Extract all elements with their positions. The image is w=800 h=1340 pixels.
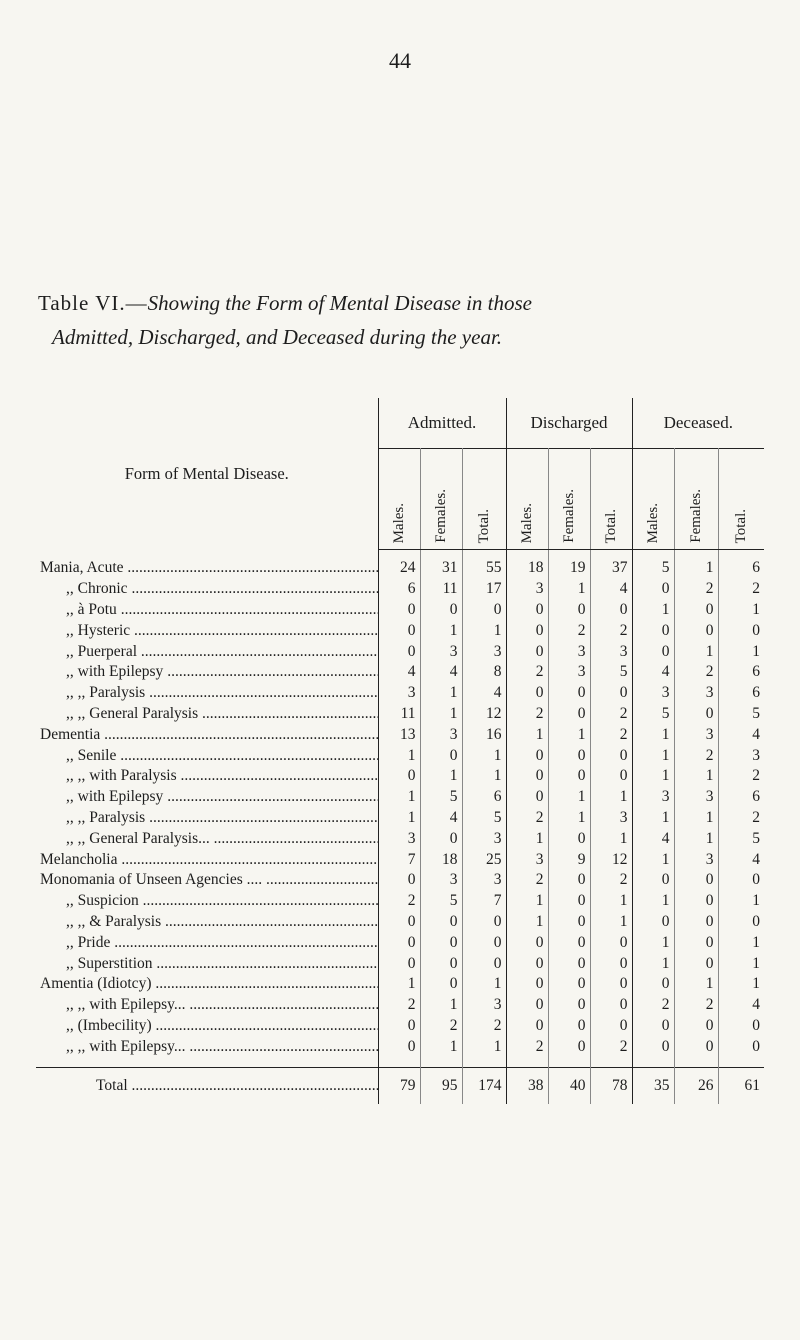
value-cell: 0 [506, 745, 548, 766]
subheader-males: Males. [506, 449, 548, 550]
row-label: ,, ,, Paralysis ..... [36, 683, 378, 704]
row-label: Mania, Acute ..... [36, 550, 378, 579]
value-cell: 17 [462, 579, 506, 600]
total-cell: 79 [378, 1068, 420, 1105]
value-cell: 8 [462, 662, 506, 683]
value-cell: 0 [420, 932, 462, 953]
value-cell: 3 [632, 787, 674, 808]
value-cell: 1 [674, 766, 718, 787]
row-label: ,, ,, General Paralysis... ..... [36, 828, 378, 849]
value-cell: 1 [420, 704, 462, 725]
value-cell: 0 [590, 932, 632, 953]
value-cell: 6 [752, 684, 761, 702]
table-row [36, 787, 764, 808]
table-row [36, 641, 764, 662]
value-cell: 0 [462, 953, 506, 974]
table-row [36, 891, 764, 912]
value-cell: 3 [462, 641, 506, 662]
value-cell: 4 [752, 850, 761, 868]
value-cell: 55 [462, 550, 506, 579]
row-label: ,, à Potu ..... [36, 600, 378, 621]
value-cell: 2 [752, 808, 761, 826]
value-cell: 6 [752, 788, 761, 806]
value-cell: 0 [462, 912, 506, 933]
value-cell: 0 [506, 787, 548, 808]
value-cell: 0 [378, 932, 420, 953]
value-cell: 1 [590, 828, 632, 849]
value-cell: 1 [674, 550, 718, 579]
value-cell: 3 [674, 787, 718, 808]
table-row [36, 953, 764, 974]
value-cell: 2 [590, 620, 632, 641]
value-cell: 5 [752, 704, 761, 722]
value-cell: 1 [632, 808, 674, 829]
value-cell: 1 [506, 724, 548, 745]
row-label: ,, ,, Paralysis ..... [36, 808, 378, 829]
value-cell: 1 [420, 1036, 462, 1067]
value-cell: 1 [548, 787, 590, 808]
table-row [36, 912, 764, 933]
value-cell: 0 [674, 953, 718, 974]
row-label: ,, with Epilepsy ..... [36, 787, 378, 808]
value-cell: 2 [632, 995, 674, 1016]
value-cell: 0 [674, 1036, 718, 1067]
total-label: Total ..... [36, 1068, 378, 1105]
value-cell: 0 [548, 870, 590, 891]
value-cell: 0 [590, 766, 632, 787]
total-cell: 26 [674, 1068, 718, 1105]
value-cell: 0 [674, 620, 718, 641]
value-cell: 0 [548, 932, 590, 953]
table-row [36, 828, 764, 849]
value-cell: 3 [420, 870, 462, 891]
value-cell: 1 [420, 766, 462, 787]
value-cell: 3 [462, 828, 506, 849]
value-cell: 0 [420, 974, 462, 995]
value-cell: 0 [378, 953, 420, 974]
value-cell: 1 [632, 745, 674, 766]
value-cell: 6 [752, 559, 761, 577]
value-cell: 4 [378, 662, 420, 683]
title-line-2: Admitted, Discharged, and Deceased during the year. [52, 325, 503, 349]
value-cell: 5 [590, 662, 632, 683]
table-row [36, 600, 764, 621]
total-cell: 95 [420, 1068, 462, 1105]
title-line-1: Showing the Form of Mental Disease in those [147, 291, 533, 315]
value-cell: 3 [420, 724, 462, 745]
table-row [36, 704, 764, 725]
value-cell: 18 [420, 849, 462, 870]
value-cell: 0 [378, 912, 420, 933]
value-cell: 1 [462, 620, 506, 641]
group-deceased: Deceased. [663, 413, 733, 432]
subheader-females: Females. [674, 449, 718, 550]
value-cell: 0 [378, 870, 420, 891]
value-cell: 1 [420, 995, 462, 1016]
value-cell: 0 [378, 766, 420, 787]
value-cell: 0 [548, 891, 590, 912]
value-cell: 18 [506, 550, 548, 579]
value-cell: 2 [506, 808, 548, 829]
value-cell: 0 [674, 704, 718, 725]
value-cell: 5 [420, 787, 462, 808]
table-row [36, 724, 764, 745]
value-cell: 24 [378, 550, 420, 579]
value-cell: 1 [590, 912, 632, 933]
value-cell: 37 [590, 550, 632, 579]
value-cell: 3 [506, 849, 548, 870]
value-cell: 1 [462, 974, 506, 995]
value-cell: 0 [590, 600, 632, 621]
value-cell: 0 [548, 995, 590, 1016]
value-cell: 1 [506, 912, 548, 933]
value-cell: 1 [674, 974, 718, 995]
table-row [36, 579, 764, 600]
value-cell: 0 [590, 1016, 632, 1037]
value-cell: 5 [462, 808, 506, 829]
table-row [36, 620, 764, 641]
value-cell: 0 [420, 912, 462, 933]
value-cell: 1 [632, 849, 674, 870]
value-cell: 0 [420, 953, 462, 974]
group-admitted: Admitted. [378, 398, 506, 449]
value-cell: 0 [420, 600, 462, 621]
row-label: ,, ,, with Epilepsy... ..... [36, 1036, 378, 1067]
value-cell: 11 [378, 704, 420, 725]
row-label: ,, Pride ..... [36, 932, 378, 953]
total-cell: 40 [548, 1068, 590, 1105]
value-cell: 1 [420, 620, 462, 641]
value-cell: 3 [548, 662, 590, 683]
table-row [36, 808, 764, 829]
value-cell: 0 [548, 683, 590, 704]
value-cell: 12 [590, 849, 632, 870]
value-cell: 31 [420, 550, 462, 579]
value-cell: 2 [752, 580, 761, 598]
row-label: ,, Senile ..... [36, 745, 378, 766]
value-cell: 2 [674, 745, 718, 766]
value-cell: 4 [632, 828, 674, 849]
value-cell: 2 [378, 995, 420, 1016]
value-cell: 3 [506, 579, 548, 600]
table-row [36, 974, 764, 995]
value-cell: 0 [632, 974, 674, 995]
value-cell: 0 [548, 912, 590, 933]
value-cell: 0 [548, 828, 590, 849]
value-cell: 0 [632, 579, 674, 600]
value-cell: 2 [674, 995, 718, 1016]
value-cell: 13 [378, 724, 420, 745]
value-cell: 4 [420, 808, 462, 829]
value-cell: 0 [632, 1036, 674, 1067]
table-row [36, 745, 764, 766]
value-cell: 0 [378, 1036, 420, 1067]
value-cell: 3 [632, 683, 674, 704]
value-cell: 0 [548, 704, 590, 725]
row-label: Monomania of Unseen Agencies .... ..... [36, 870, 378, 891]
value-cell: 4 [752, 996, 761, 1014]
table-row [36, 849, 764, 870]
value-cell: 0 [506, 995, 548, 1016]
value-cell: 0 [674, 891, 718, 912]
row-label: ,, Superstition ..... [36, 953, 378, 974]
value-cell: 1 [378, 974, 420, 995]
value-cell: 1 [752, 933, 761, 951]
value-cell: 2 [462, 1016, 506, 1037]
value-cell: 1 [752, 600, 761, 618]
subheader-females: Females. [548, 449, 590, 550]
value-cell: 0 [590, 953, 632, 974]
value-cell: 1 [462, 745, 506, 766]
value-cell: 4 [752, 725, 761, 743]
table-row [36, 662, 764, 683]
total-cell: 35 [632, 1068, 674, 1105]
table-row [36, 995, 764, 1016]
value-cell: 2 [506, 1036, 548, 1067]
row-label: Amentia (Idiotcy) ..... [36, 974, 378, 995]
row-label: ,, (Imbecility) ..... [36, 1016, 378, 1037]
value-cell: 0 [590, 995, 632, 1016]
value-cell: 25 [462, 849, 506, 870]
value-cell: 1 [420, 683, 462, 704]
value-cell: 0 [752, 621, 761, 639]
value-cell: 0 [506, 641, 548, 662]
value-cell: 2 [506, 704, 548, 725]
value-cell: 0 [506, 974, 548, 995]
table-title [38, 286, 778, 354]
value-cell: 0 [632, 620, 674, 641]
total-cell: 38 [506, 1068, 548, 1105]
value-cell: 0 [590, 745, 632, 766]
page-number: 44 [389, 48, 411, 73]
row-label: ,, ,, with Paralysis ..... [36, 766, 378, 787]
value-cell: 0 [420, 745, 462, 766]
total-cell: 61 [718, 1068, 764, 1105]
value-cell: 1 [462, 766, 506, 787]
value-cell: 0 [674, 870, 718, 891]
value-cell: 1 [632, 891, 674, 912]
value-cell: 0 [506, 1016, 548, 1037]
table-row [36, 870, 764, 891]
table-body [36, 550, 764, 1068]
value-cell: 5 [632, 704, 674, 725]
value-cell: 1 [674, 641, 718, 662]
row-label: Melancholia ..... [36, 849, 378, 870]
value-cell: 3 [590, 808, 632, 829]
title-prefix: Table VI.— [38, 291, 148, 315]
value-cell: 2 [506, 662, 548, 683]
value-cell: 0 [752, 871, 761, 889]
value-cell: 2 [548, 620, 590, 641]
value-cell: 1 [752, 642, 761, 660]
value-cell: 6 [752, 663, 761, 681]
value-cell: 0 [632, 912, 674, 933]
value-cell: 0 [590, 683, 632, 704]
value-cell: 3 [378, 683, 420, 704]
row-label: ,, ,, General Paralysis ..... [36, 704, 378, 725]
value-cell: 1 [752, 954, 761, 972]
value-cell: 0 [752, 1037, 761, 1055]
value-cell: 0 [548, 600, 590, 621]
value-cell: 2 [590, 724, 632, 745]
value-cell: 3 [674, 724, 718, 745]
value-cell: 2 [590, 704, 632, 725]
value-cell: 9 [548, 849, 590, 870]
value-cell: 1 [548, 579, 590, 600]
value-cell: 0 [420, 828, 462, 849]
value-cell: 0 [462, 600, 506, 621]
value-cell: 0 [752, 912, 761, 930]
value-cell: 0 [462, 932, 506, 953]
row-label: ,, ,, & Paralysis ..... [36, 912, 378, 933]
value-cell: 0 [506, 766, 548, 787]
value-cell: 12 [462, 704, 506, 725]
row-label: ,, Chronic ..... [36, 579, 378, 600]
value-cell: 1 [462, 1036, 506, 1067]
value-cell: 19 [548, 550, 590, 579]
value-cell: 0 [632, 870, 674, 891]
subheader-total: Total. [462, 449, 506, 550]
value-cell: 1 [752, 892, 761, 910]
value-cell: 11 [420, 579, 462, 600]
value-cell: 0 [506, 600, 548, 621]
value-cell: 1 [590, 891, 632, 912]
value-cell: 0 [548, 1036, 590, 1067]
value-cell: 7 [378, 849, 420, 870]
value-cell: 4 [590, 579, 632, 600]
value-cell: 2 [752, 767, 761, 785]
form-header: Form of Mental Disease. [36, 398, 378, 550]
value-cell: 3 [590, 641, 632, 662]
row-label: ,, ,, with Epilepsy... ..... [36, 995, 378, 1016]
subheader-males: Males. [378, 449, 420, 550]
value-cell: 1 [752, 975, 761, 993]
value-cell: 1 [632, 724, 674, 745]
value-cell: 0 [674, 1016, 718, 1037]
value-cell: 0 [506, 953, 548, 974]
value-cell: 5 [632, 550, 674, 579]
subheader-females: Females. [420, 449, 462, 550]
value-cell: 0 [548, 745, 590, 766]
value-cell: 5 [420, 891, 462, 912]
value-cell: 3 [378, 828, 420, 849]
value-cell: 0 [674, 932, 718, 953]
value-cell: 2 [590, 1036, 632, 1067]
value-cell: 6 [462, 787, 506, 808]
value-cell: 1 [548, 724, 590, 745]
row-label: ,, Hysteric ..... [36, 620, 378, 641]
value-cell: 0 [506, 620, 548, 641]
value-cell: 0 [632, 641, 674, 662]
value-cell: 2 [674, 662, 718, 683]
value-cell: 0 [548, 1016, 590, 1037]
row-label: ,, Puerperal ..... [36, 641, 378, 662]
value-cell: 3 [674, 683, 718, 704]
value-cell: 4 [420, 662, 462, 683]
value-cell: 7 [462, 891, 506, 912]
subheader-total: Total. [718, 449, 764, 550]
value-cell: 1 [674, 828, 718, 849]
value-cell: 0 [378, 1016, 420, 1037]
table-row [36, 550, 764, 579]
row-label: ,, Suspicion ..... [36, 891, 378, 912]
value-cell: 5 [752, 829, 761, 847]
value-cell: 0 [674, 912, 718, 933]
value-cell: 3 [548, 641, 590, 662]
value-cell: 1 [378, 808, 420, 829]
value-cell: 2 [674, 579, 718, 600]
value-cell: 1 [632, 766, 674, 787]
table-row [36, 1016, 764, 1037]
value-cell: 1 [378, 745, 420, 766]
mental-disease-table [36, 398, 764, 1104]
value-cell: 16 [462, 724, 506, 745]
table-row [36, 683, 764, 704]
row-label: ,, with Epilepsy ..... [36, 662, 378, 683]
value-cell: 0 [674, 600, 718, 621]
value-cell: 1 [378, 787, 420, 808]
value-cell: 1 [674, 808, 718, 829]
value-cell: 4 [462, 683, 506, 704]
table-row [36, 1036, 764, 1067]
value-cell: 0 [548, 974, 590, 995]
value-cell: 3 [752, 746, 761, 764]
total-cell: 78 [590, 1068, 632, 1105]
value-cell: 3 [462, 995, 506, 1016]
value-cell: 3 [420, 641, 462, 662]
subheader-total: Total. [590, 449, 632, 550]
value-cell: 2 [506, 870, 548, 891]
total-cell: 174 [462, 1068, 506, 1105]
value-cell: 1 [506, 891, 548, 912]
value-cell: 0 [506, 683, 548, 704]
table-row [36, 932, 764, 953]
table-row [36, 766, 764, 787]
value-cell: 1 [632, 932, 674, 953]
value-cell: 1 [506, 828, 548, 849]
value-cell: 0 [590, 974, 632, 995]
value-cell: 3 [674, 849, 718, 870]
value-cell: 1 [632, 600, 674, 621]
value-cell: 1 [632, 953, 674, 974]
value-cell: 2 [378, 891, 420, 912]
value-cell: 3 [462, 870, 506, 891]
value-cell: 4 [632, 662, 674, 683]
value-cell: 0 [378, 641, 420, 662]
value-cell: 1 [590, 787, 632, 808]
group-discharged: Discharged [506, 398, 632, 449]
row-label: Dementia ..... [36, 724, 378, 745]
value-cell: 0 [548, 766, 590, 787]
value-cell: 6 [378, 579, 420, 600]
total-row [36, 1068, 764, 1105]
value-cell: 0 [548, 953, 590, 974]
value-cell: 1 [548, 808, 590, 829]
value-cell: 0 [378, 620, 420, 641]
value-cell: 2 [420, 1016, 462, 1037]
value-cell: 2 [590, 870, 632, 891]
value-cell: 0 [378, 600, 420, 621]
subheader-males: Males. [632, 449, 674, 550]
value-cell: 0 [752, 1016, 761, 1034]
value-cell: 0 [632, 1016, 674, 1037]
value-cell: 0 [506, 932, 548, 953]
